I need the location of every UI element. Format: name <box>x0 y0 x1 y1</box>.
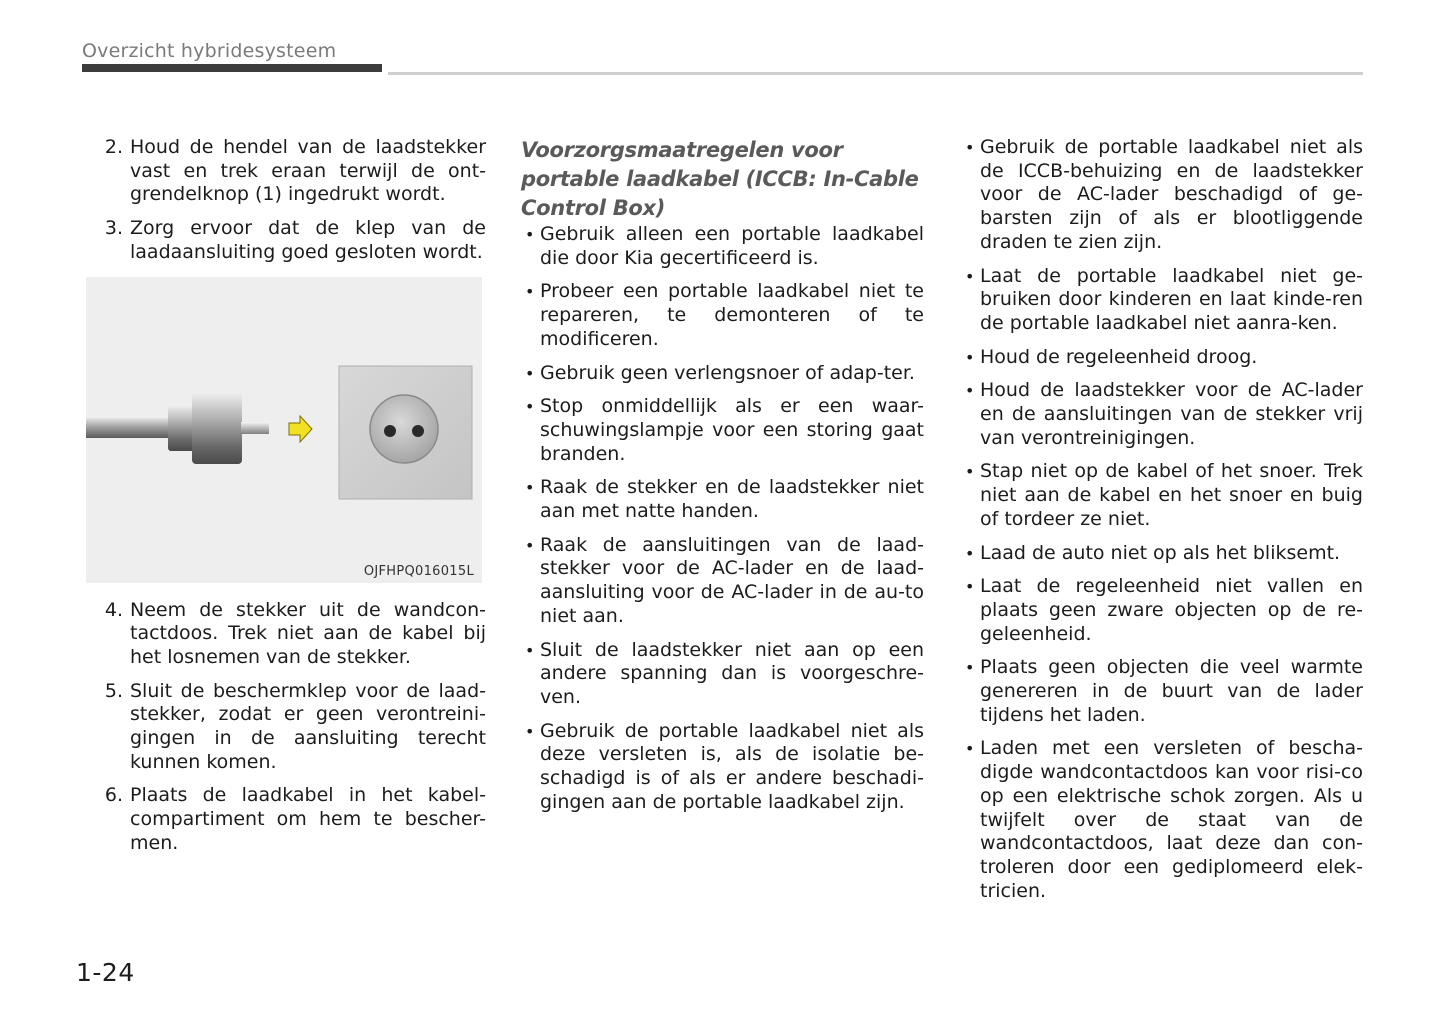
bullet-text: Gebruik geen verlengsnoer of adap-ter. <box>540 361 915 384</box>
bullet-icon: • <box>525 363 535 383</box>
bullet-item <box>521 362 924 386</box>
bullet-item <box>961 542 1363 566</box>
step-item <box>86 680 486 775</box>
bullet-item <box>961 346 1363 370</box>
bullet-item <box>961 379 1363 450</box>
plug-body <box>192 392 242 464</box>
step-number: 3. <box>104 217 123 240</box>
bullet-item <box>961 265 1363 336</box>
bullet-text: Sluit de laadstekker niet aan op een andere spanning dan is voorgeschre-ven. <box>540 638 924 708</box>
column-middle <box>521 136 924 824</box>
bullet-text: Houd de regeleenheid droog. <box>980 345 1258 368</box>
socket-hole-left <box>384 425 396 437</box>
step-item <box>86 217 486 264</box>
bullet-icon: • <box>965 739 975 759</box>
bullet-text: Raak de aansluitingen van de laad-stekker voor de AC-lader en de laad-aansluiting voor de AC-lader in de au-to niet aan. <box>540 533 924 627</box>
bullet-item <box>961 575 1363 646</box>
section-heading: Voorzorgsmaatregelen voor portable laadkabel (ICCB: In-Cable Control Box) <box>521 138 919 220</box>
header-bar <box>82 64 382 72</box>
bullet-icon: • <box>965 462 975 482</box>
bullet-icon: • <box>965 266 975 286</box>
bullet-icon: • <box>525 535 535 555</box>
bullet-item <box>521 720 924 815</box>
bullet-icon: • <box>965 347 975 367</box>
step-number: 4. <box>104 598 123 621</box>
figure-code: OJFHPQ016015L <box>363 563 474 579</box>
bullet-text: Laat de regeleenheid niet vallen en plaats geen zware objecten op de re-geleenheid. <box>980 575 1363 645</box>
step-number: 6. <box>104 784 123 807</box>
bullet-icon: • <box>965 138 975 157</box>
bullet-text: Plaats geen objecten die veel warmte genereren in de buurt van de lader tijdens het laden. <box>980 656 1363 726</box>
bullet-text: Laat de portable laadkabel niet ge-bruiken door kinderen en laat kinde-ren de portable laadkabel niet aanra-ken. <box>980 264 1363 334</box>
bullet-item <box>961 460 1363 531</box>
bullet-text: Raak de stekker en de laadstekker niet aan met natte handen. <box>540 476 924 523</box>
socket-outer <box>370 395 438 463</box>
bullet-text: Laden met een versleten of bescha-digde wandcontactdoos kan voor risi-co op een elektrische schok zorgen. Als u twijfelt over de staat van de wandcontactdoos, laat deze dan con-troleren door een gediplomeerd elek-tricien. <box>980 737 1363 902</box>
step-number: 2. <box>104 136 123 158</box>
bullet-icon: • <box>965 658 975 678</box>
bullet-item <box>961 136 1363 255</box>
bullet-text: Houd de laadstekker voor de AC-lader en de aansluitingen van de stekker vrij van verontreinigingen. <box>980 379 1363 449</box>
bullet-item <box>961 656 1363 727</box>
bullet-item <box>521 476 924 523</box>
bullet-icon: • <box>525 225 535 244</box>
column-right <box>961 136 1363 913</box>
step-item <box>86 599 486 670</box>
bullet-icon: • <box>525 397 535 417</box>
bullet-icon: • <box>525 721 535 741</box>
bullet-text: Gebruik alleen een portable laadkabel die door Kia gecertificeerd is. <box>540 223 924 269</box>
bullet-icon: • <box>525 478 535 498</box>
bullet-text: Probeer een portable laadkabel niet te repareren, te demonteren of te modificeren. <box>540 280 924 350</box>
header-rule <box>388 72 1363 75</box>
arrow-icon <box>289 416 312 442</box>
bullet-text: Stop onmiddellijk als er een waar-schuwingslampje voor een storing gaat branden. <box>540 395 924 465</box>
step-text: Plaats de laadkabel in het kabel-compartiment om hem te bescher-men. <box>130 784 486 854</box>
plug-collar <box>168 405 196 451</box>
socket-hole-right <box>412 425 424 437</box>
section-title: Overzicht hybridesysteem <box>82 40 337 62</box>
bullet-icon: • <box>525 282 535 302</box>
bullet-item <box>521 280 924 351</box>
step-item <box>86 136 486 207</box>
plug-pin <box>241 422 269 434</box>
bullet-text: Gebruik de portable laadkabel niet als de ICCB-behuizing en de laadstekker voor de AC-lader beschadigd of ge-barsten zijn of als er blootliggende draden te zien zijn. <box>980 136 1363 253</box>
bullet-icon: • <box>965 543 975 563</box>
step-text: Sluit de beschermklep voor de laad-stekker, zodat er geen verontreini-gingen in de aansluiting terecht kunnen komen. <box>130 679 486 773</box>
bullet-item <box>521 534 924 629</box>
step-text: Houd de hendel van de laadstekker vast en trek eraan terwijl de ont-grendelknop (1) ingedrukt wordt. <box>130 136 486 206</box>
cable <box>86 418 172 438</box>
figure-plug-socket <box>86 277 482 583</box>
bullet-text: Gebruik de portable laadkabel niet als deze versleten is, als de isolatie be-schadigd is of als er andere beschadi-gingen aan de portable laadkabel zijn. <box>540 719 924 813</box>
bullet-item <box>521 223 924 270</box>
bullet-item <box>961 737 1363 903</box>
bullet-item <box>521 395 924 466</box>
step-item <box>86 784 486 855</box>
step-text: Neem de stekker uit de wandcon-tactdoos. Trek niet aan de kabel bij het losnemen van de stekker. <box>130 598 486 668</box>
bullet-text: Stap niet op de kabel of het snoer. Trek niet aan de kabel en het snoer en buig of tordeer ze niet. <box>980 460 1363 530</box>
bullet-text: Laad de auto niet op als het bliksemt. <box>980 541 1341 564</box>
page-number: 1-24 <box>76 958 135 987</box>
bullet-icon: • <box>525 640 535 660</box>
bullet-item <box>521 639 924 710</box>
bullet-icon: • <box>965 381 975 401</box>
step-number: 5. <box>104 679 123 702</box>
column-left <box>86 136 486 866</box>
step-text: Zorg ervoor dat de klep van de laadaansluiting goed gesloten wordt. <box>130 217 486 263</box>
bullet-icon: • <box>965 577 975 597</box>
plug-socket-illustration <box>86 277 482 583</box>
